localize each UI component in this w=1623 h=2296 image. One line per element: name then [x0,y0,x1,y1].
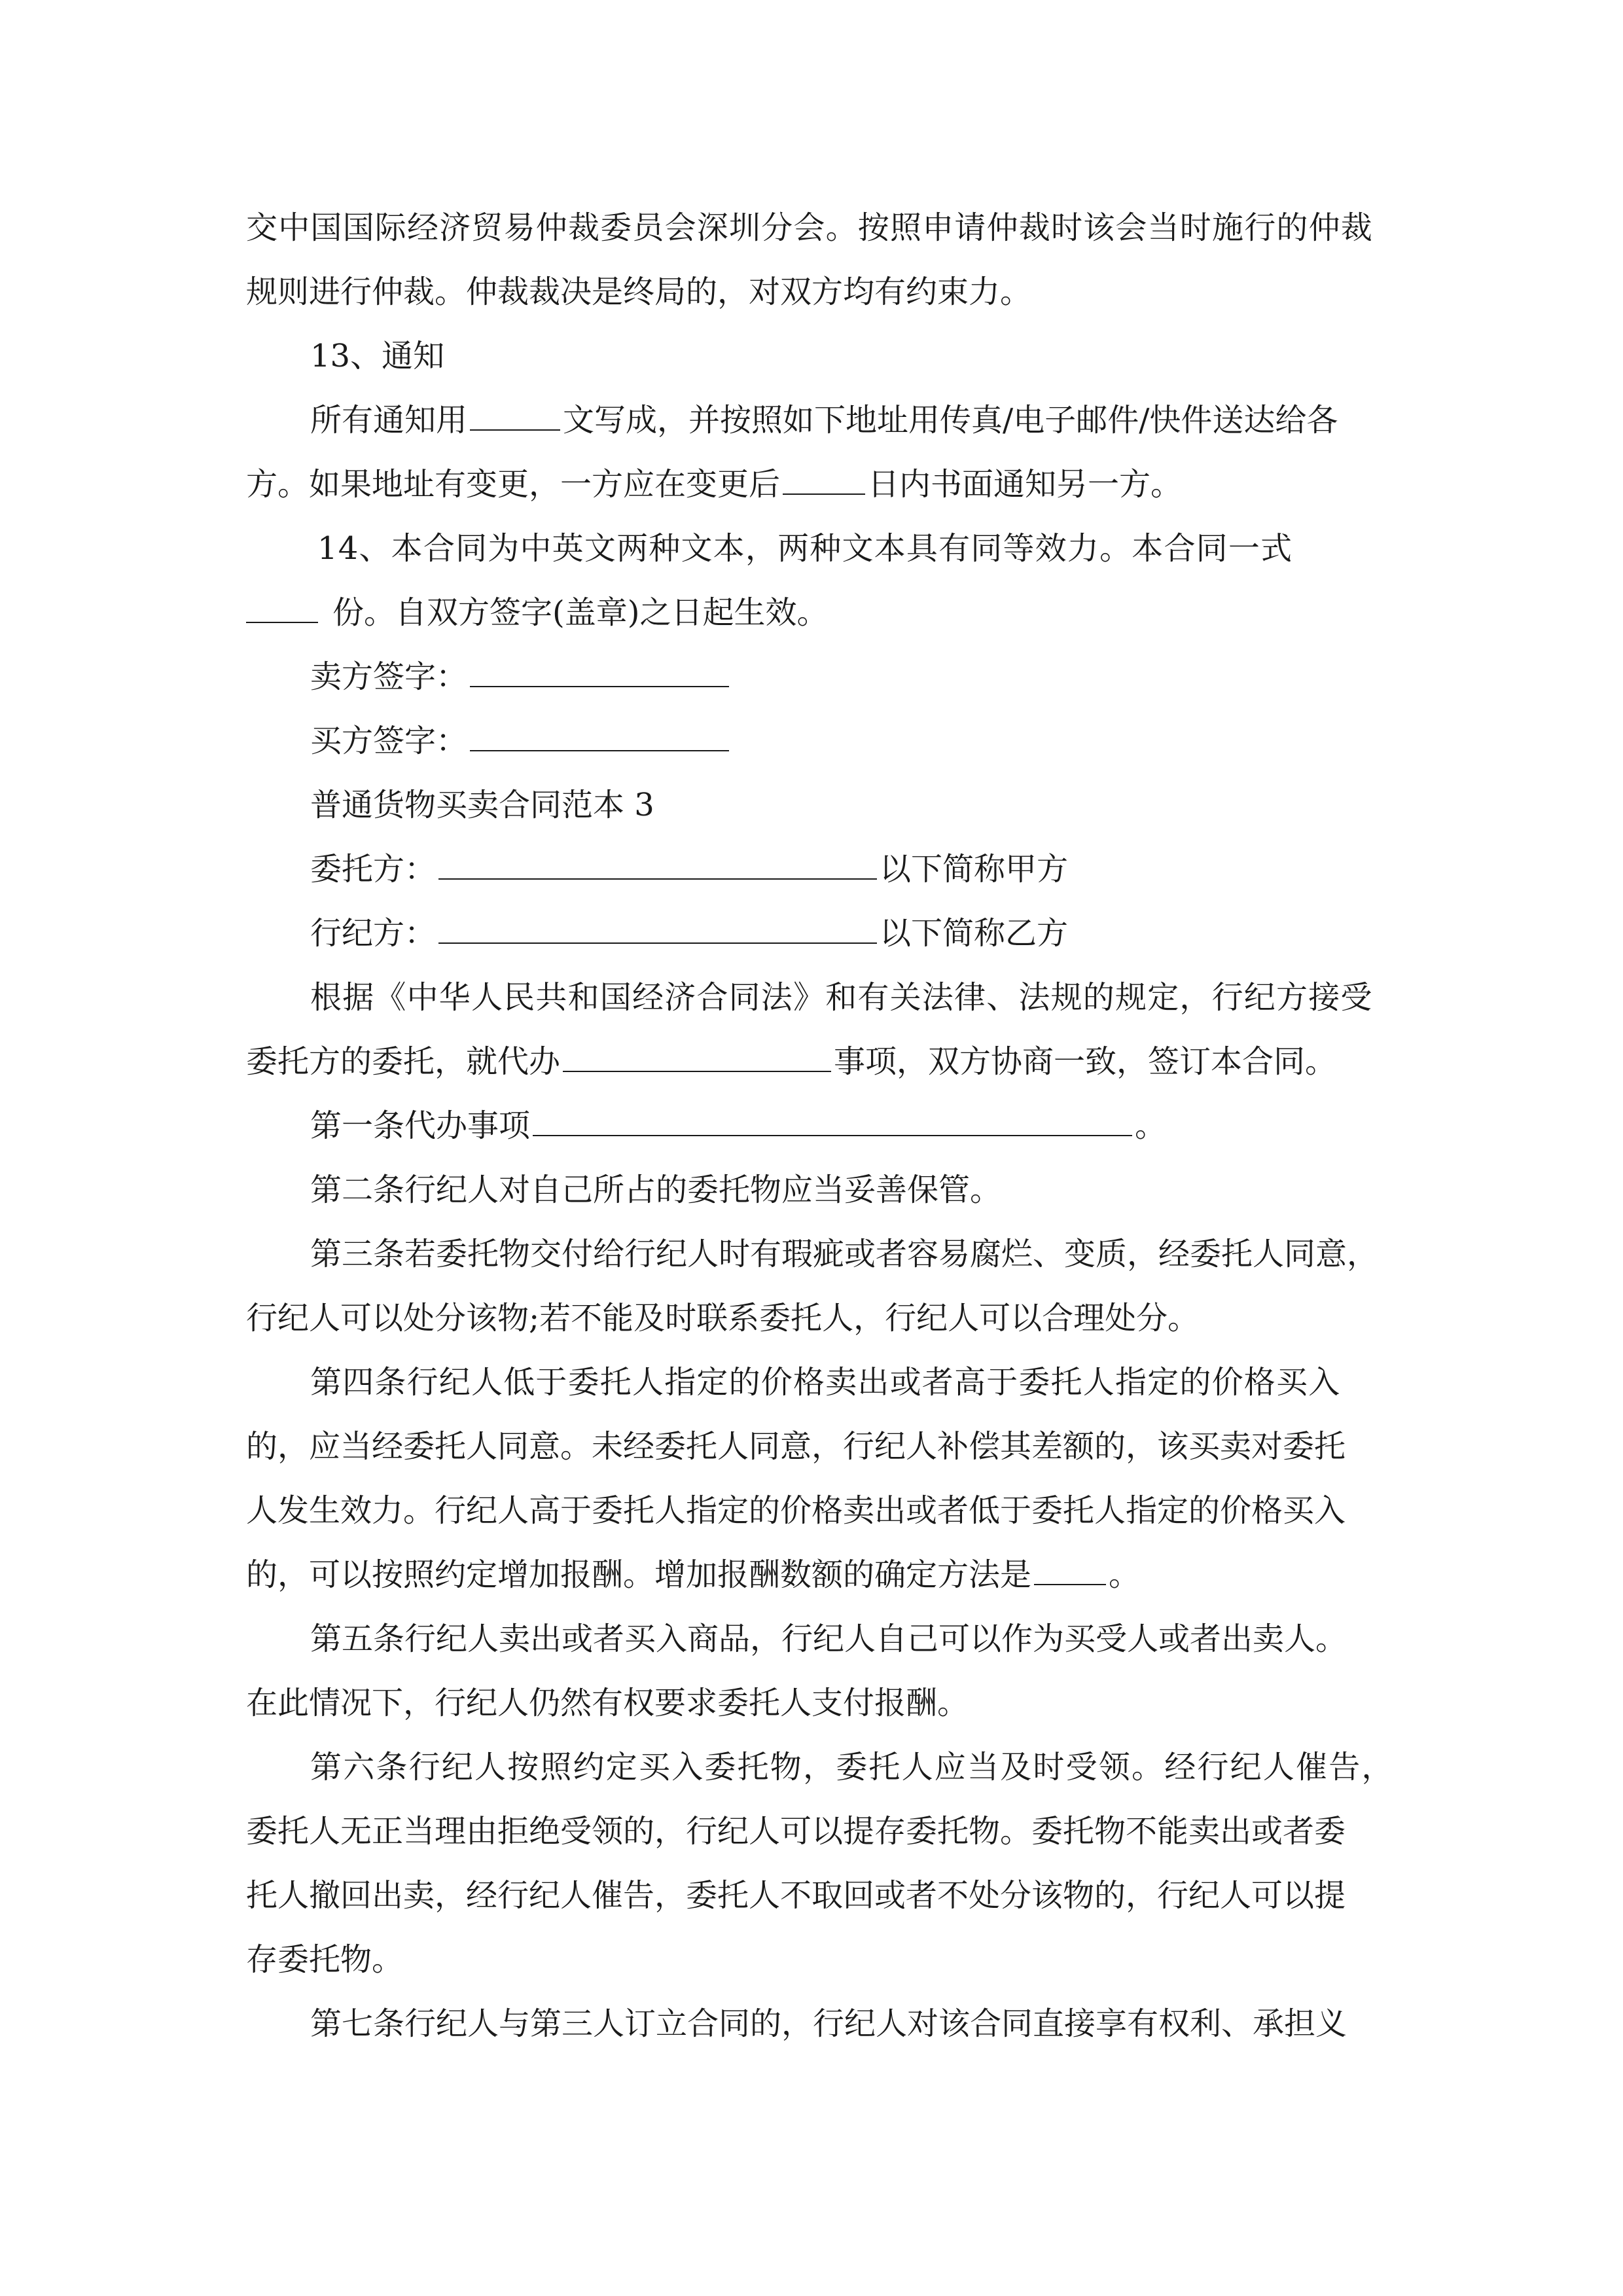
text: 。 [1109,1556,1141,1593]
principal-blank [438,848,877,880]
blank-field [563,1041,831,1072]
document-heading: 普通货物买卖合同范本 3 [310,787,654,823]
seller-signature-label: 卖方签字： [310,658,468,695]
article-line: 在此情况下，行纪人仍然有权要求委托人支付报酬。 [246,1685,969,1721]
principal-suffix: 以下简称甲方 [880,851,1069,888]
section-heading: 13、通知 [310,338,445,374]
text: 方。如果地址有变更，一方应在变更后 [246,466,781,503]
paragraph-line [246,590,828,636]
text: 第一条代办事项 [310,1107,531,1144]
paragraph-line: 交中国国际经济贸易仲裁委员会深圳分会。按照申请仲裁时该会当时施行的仲裁 [246,209,1374,246]
principal-label: 委托方： [310,851,437,888]
blank-field [1034,1554,1106,1585]
blank-field [783,463,865,495]
signature-line [310,718,732,764]
broker-label: 行纪方： [310,915,437,952]
paragraph-line [246,1039,1336,1085]
text: 文写成，并按照如下地址用传真/电子邮件/快件送达给各 [563,402,1338,439]
seller-signature-blank [470,656,729,687]
buyer-signature-blank [470,720,729,751]
paragraph-line: 规则进行仲裁。仲裁裁决是终局的，对双方均有约束力。 [246,274,1032,310]
text: 委托方的委托，就代办 [246,1043,561,1080]
blank-field [246,592,318,623]
text: 日内书面通知另一方。 [868,466,1183,503]
paragraph-line [246,461,1182,507]
article-line [310,1103,1166,1149]
party-line [310,910,1068,956]
text: 份。自双方签字(盖章)之日起生效。 [332,594,829,631]
broker-blank [438,912,877,944]
article-line: 第三条若委托物交付给行纪人时有瑕疵或者容易腐烂、变质，经委托人同意， [310,1236,1379,1272]
blank-field [470,399,560,431]
article-line: 存委托物。 [246,1941,404,1978]
text: 。 [1135,1107,1167,1144]
paragraph-line: 14、本合同为中英文两种文本，两种文本具有同等效力。本合同一式 [317,530,1293,567]
text: 所有通知用 [310,402,468,439]
article-line: 的，应当经委托人同意。未经委托人同意，行纪人补偿其差额的，该买卖对委托 [246,1428,1346,1465]
article-line: 第二条行纪人对自己所占的委托物应当妥善保管。 [310,1172,1002,1208]
signature-line [310,654,732,700]
broker-suffix: 以下简称乙方 [880,915,1069,952]
party-line [310,846,1068,892]
article-line: 委托人无正当理由拒绝受领的，行纪人可以提存委托物。委托物不能卖出或者委 [246,1813,1346,1850]
article-line: 第七条行纪人与第三人订立合同的，行纪人对该合同直接享有权利、承担义 [310,2005,1347,2042]
article-line: 托人撤回出卖，经行纪人催告，委托人不取回或者不处分该物的，行纪人可以提 [246,1877,1346,1914]
paragraph-line: 根据《中华人民共和国经济合同法》和有关法律、法规的规定，行纪方接受 [310,979,1373,1016]
article-line: 人发生效力。行纪人高于委托人指定的价格卖出或者低于委托人指定的价格买入 [246,1492,1346,1529]
article-line: 第六条行纪人按照约定买入委托物，委托人应当及时受领。经行纪人催告， [310,1749,1395,1785]
blank-field [533,1105,1132,1136]
paragraph-line [310,397,1338,443]
text: 的，可以按照约定增加报酬。增加报酬数额的确定方法是 [246,1556,1032,1593]
article-line: 第五条行纪人卖出或者买入商品，行纪人自己可以作为买受人或者出卖人。 [310,1621,1347,1657]
article-line: 第四条行纪人低于委托人指定的价格卖出或者高于委托人指定的价格买入 [310,1364,1341,1401]
article-line: 行纪人可以处分该物;若不能及时联系委托人，行纪人可以合理处分。 [246,1300,1200,1336]
buyer-signature-label: 买方签字： [310,723,468,759]
text: 事项，双方协商一致，签订本合同。 [834,1043,1337,1080]
article-line [246,1552,1140,1598]
